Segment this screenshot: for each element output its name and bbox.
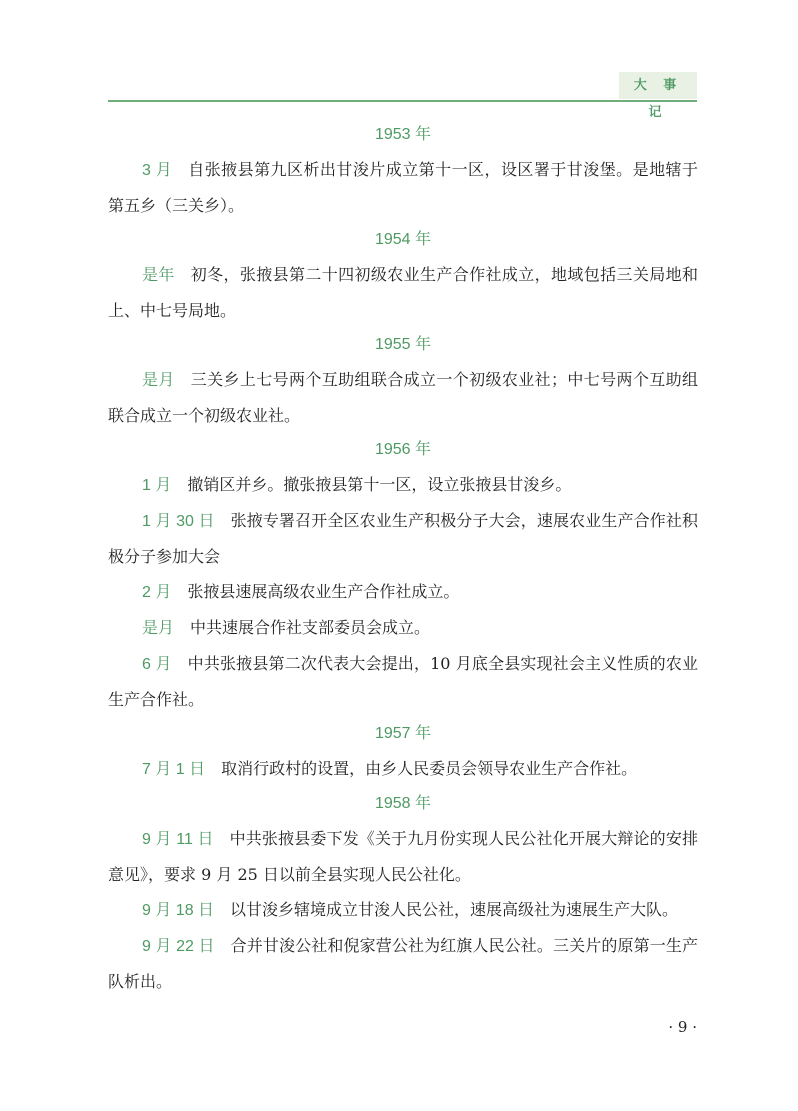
entry-text: 三关乡上七号两个互助组联合成立一个初级农业社；中七号两个互助组联合成立一个初级农业社。 — [108, 370, 698, 425]
chronicle-entry — [108, 362, 698, 433]
year-heading: 1957 年 — [374, 725, 432, 742]
entry-date: 是月 — [142, 620, 175, 637]
year-heading: 1956 年 — [374, 441, 432, 458]
chronicle-entry — [108, 646, 698, 717]
chronicle-content — [108, 118, 698, 999]
entry-text: 以甘浚乡辖境成立甘浚人民公社，速展高级社为速展生产大队。 — [230, 900, 679, 919]
entry-text: 取消行政村的设置，由乡人民委员会领导农业生产合作社。 — [221, 759, 638, 778]
chronicle-entry — [108, 574, 698, 610]
entry-text: 自张掖县第九区析出甘浚片成立第十一区，设区署于甘浚堡。是地辖于第五乡（三关乡）。 — [108, 160, 698, 215]
chronicle-entry — [108, 821, 698, 892]
entry-date: 6 月 — [142, 656, 172, 673]
entry-text: 合并甘浚公社和倪家营公社为红旗人民公社。三关片的原第一生产队析出。 — [108, 936, 698, 991]
entry-date: 7 月 1 日 — [142, 761, 206, 778]
header-rule — [108, 100, 697, 102]
entry-date: 是月 — [142, 372, 175, 389]
year-heading: 1954 年 — [374, 231, 432, 248]
chronicle-entry — [108, 152, 698, 223]
chronicle-entry — [108, 257, 698, 328]
entry-date: 9 月 22 日 — [142, 938, 215, 955]
entry-text: 中共速展合作社支部委员会成立。 — [190, 618, 431, 637]
year-heading: 1955 年 — [374, 336, 432, 353]
entry-text: 中共张掖县第二次代表大会提出，10 月底全县实现社会主义性质的农业生产合作社。 — [108, 654, 698, 709]
chronicle-entry — [108, 751, 698, 787]
chronicle-entry — [108, 892, 698, 928]
entry-text: 张掖县速展高级农业生产合作社成立。 — [187, 582, 460, 601]
entry-date: 2 月 — [142, 584, 172, 601]
chronicle-entry — [108, 928, 698, 999]
page-number: · 9 · — [668, 1018, 697, 1036]
entry-text: 撤销区并乡。撤张掖县第十一区，设立张掖县甘浚乡。 — [187, 475, 572, 494]
entry-date: 是年 — [142, 267, 175, 284]
entry-date: 9 月 18 日 — [142, 902, 215, 919]
entry-date: 3 月 — [142, 162, 173, 179]
year-heading: 1953 年 — [374, 126, 432, 143]
entry-text: 初冬，张掖县第二十四初级农业生产合作社成立，地域包括三关局地和上、中七号局地。 — [108, 265, 698, 320]
entry-text: 中共张掖县委下发《关于九月份实现人民公社化开展大辩论的安排意见》，要求 9 月 25 日以前全县实现人民公社化。 — [108, 829, 698, 884]
entry-text: 张掖专署召开全区农业生产积极分子大会，速展农业生产合作社积极分子参加大会 — [108, 511, 698, 566]
section-tag: 大 事 记 — [619, 72, 697, 99]
year-heading: 1958 年 — [374, 795, 432, 812]
entry-date: 9 月 11 日 — [142, 831, 214, 848]
chronicle-entry — [108, 503, 698, 574]
entry-date: 1 月 — [142, 477, 172, 494]
chronicle-entry — [108, 610, 698, 646]
chronicle-entry — [108, 467, 698, 503]
entry-date: 1 月 30 日 — [142, 513, 215, 530]
